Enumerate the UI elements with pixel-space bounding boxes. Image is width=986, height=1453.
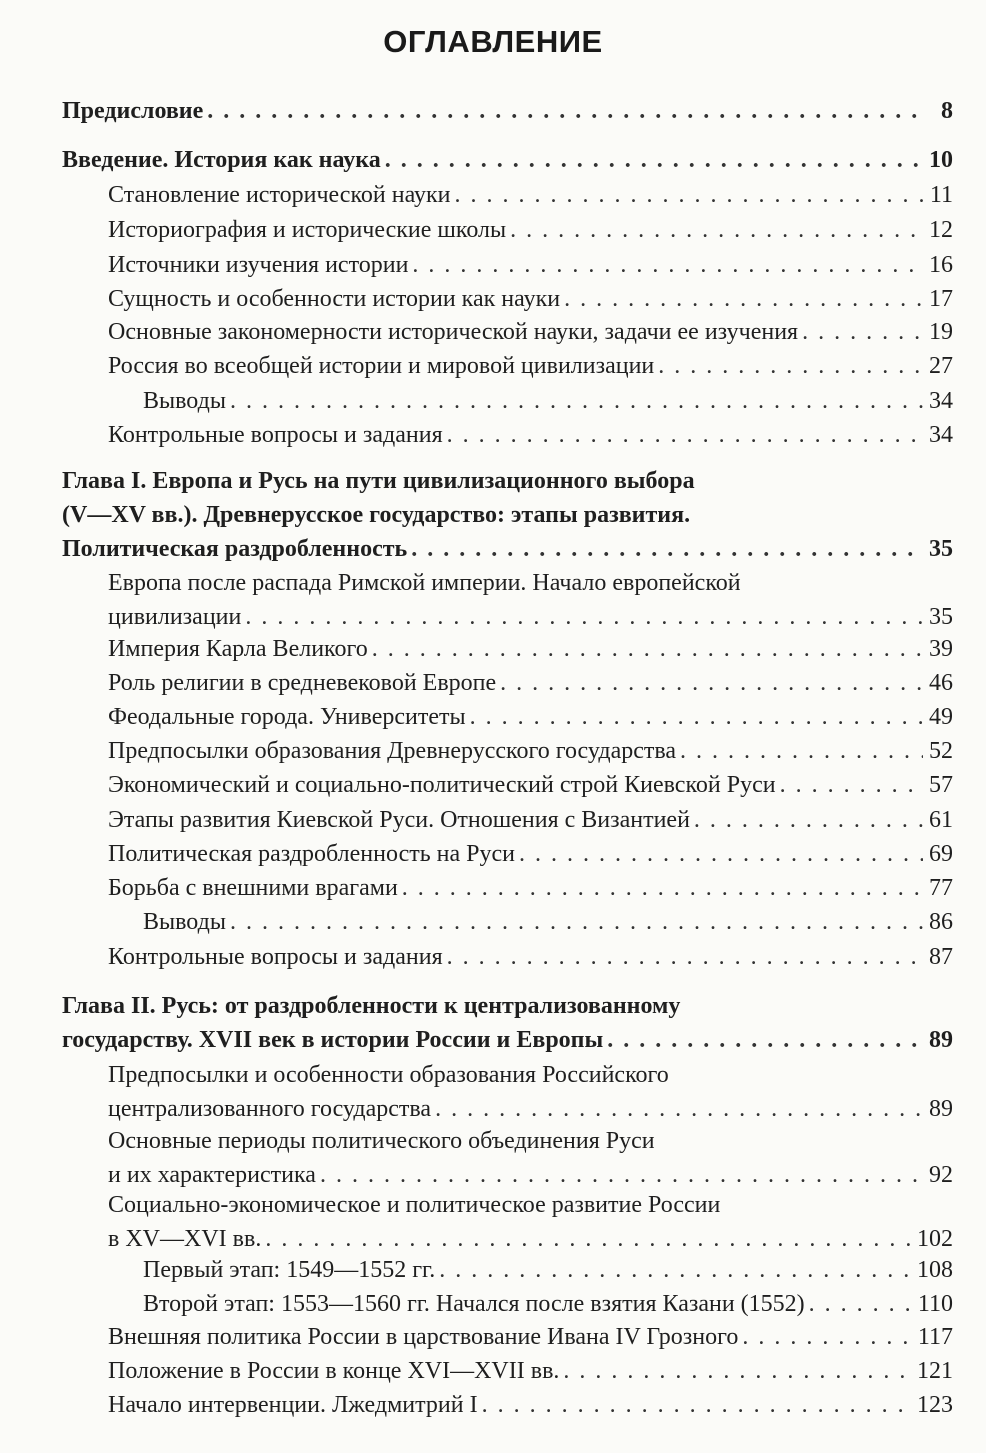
toc-entry-title-line: Империя Карла Великого	[108, 636, 368, 662]
toc-entry-title-line: Начало интервенции. Лжедмитрий I	[108, 1392, 478, 1418]
dot-leader	[447, 940, 923, 974]
page-number: 102	[917, 1226, 953, 1252]
toc-entry	[108, 700, 986, 734]
page-number: 49	[929, 704, 953, 730]
toc-entry-title-line: Феодальные города. Университеты	[108, 704, 466, 730]
toc-entry-title-line: Экономический и социально-политический строй Киевской Руси	[108, 772, 776, 798]
page-number: 123	[917, 1392, 953, 1418]
page-number: 8	[941, 98, 953, 124]
page-number: 34	[929, 422, 953, 448]
page-number: 92	[929, 1162, 953, 1188]
dot-leader	[372, 632, 923, 666]
toc-entry-title-line: Введение. История как наука	[62, 147, 381, 173]
toc-entry	[108, 768, 986, 802]
dot-leader	[680, 734, 923, 768]
toc-entry-title-line: государству. XVII век в истории России и Европы	[62, 1027, 604, 1053]
toc-entry-row	[108, 1388, 986, 1422]
toc-entry-title-line: централизованного государства	[108, 1096, 432, 1122]
toc-entry-title-line: Европа после распада Римской империи. Начало европейской	[108, 570, 741, 596]
toc-entry-title-line: Социально-экономическое и политическое развитие России	[108, 1192, 721, 1218]
toc-entry	[108, 666, 986, 700]
toc-entry-row	[108, 178, 986, 212]
toc-entry-row	[108, 940, 986, 974]
toc-entry-row	[108, 1320, 986, 1354]
toc-entry-row	[143, 384, 986, 418]
toc-entry-title-line: цивилизации	[108, 604, 242, 630]
toc-entry	[108, 178, 986, 212]
dot-leader	[742, 1320, 914, 1354]
toc-section-entry	[62, 143, 986, 177]
dot-leader	[500, 666, 923, 700]
toc-entry	[143, 1253, 986, 1287]
toc-entry-title-line: Политическая раздробленность	[62, 536, 408, 562]
toc-entry	[143, 1287, 986, 1321]
page-number: 121	[917, 1358, 953, 1384]
toc-entry-row	[108, 349, 986, 383]
toc-entry	[108, 248, 986, 282]
toc-entry-row	[108, 803, 986, 837]
dot-leader	[658, 349, 923, 383]
toc-entry-title-line: Выводы	[143, 909, 226, 935]
toc-entry	[108, 632, 986, 666]
page-number: 108	[917, 1257, 953, 1283]
toc-entry-title-line: Источники изучения истории	[108, 252, 409, 278]
toc-entry	[108, 315, 986, 349]
toc-entry-title-line: Предпосылки и особенности образования Российского	[108, 1062, 669, 1088]
dot-leader	[780, 768, 923, 802]
page-number: 11	[929, 182, 953, 208]
toc-entry-row	[143, 905, 986, 939]
page-number: 61	[929, 807, 953, 833]
dot-leader	[564, 282, 923, 316]
dot-leader	[694, 803, 923, 837]
toc-entry-title-line: Второй этап: 1553—1560 гг. Начался после взятия Казани (1552)	[143, 1291, 805, 1317]
toc-entry-row	[108, 600, 986, 634]
toc-entry-title-line: Предисловие	[62, 98, 204, 124]
toc-entry-row	[62, 532, 986, 566]
page-number: 69	[929, 841, 953, 867]
toc-entry-title-line: Внешняя политика России в царствование Ивана IV Грозного	[108, 1324, 739, 1350]
toc-entry-row	[108, 418, 986, 452]
dot-leader	[439, 1253, 913, 1287]
dot-leader	[510, 213, 923, 247]
toc-entry	[108, 213, 986, 247]
toc-entry-row	[108, 632, 986, 666]
toc-entry	[108, 566, 986, 634]
toc-entry	[143, 384, 986, 418]
toc-entry-title-line: Основные периоды политического объединения Руси	[108, 1128, 655, 1154]
page-number: 117	[917, 1324, 953, 1350]
toc-entry-row	[108, 213, 986, 247]
page-number: 77	[929, 875, 953, 901]
dot-leader	[265, 1222, 913, 1256]
toc-entry-row	[108, 1158, 986, 1192]
dot-leader	[470, 700, 923, 734]
toc-entry-title-line: Борьба с внешними врагами	[108, 875, 398, 901]
toc-entry-title-line: Этапы развития Киевской Руси. Отношения с Византией	[108, 807, 690, 833]
page-number: 57	[929, 772, 953, 798]
toc-entry-row	[62, 94, 986, 128]
page-number: 34	[929, 388, 953, 414]
dot-leader	[411, 532, 923, 566]
page-number: 52	[929, 738, 953, 764]
toc-entry-row	[108, 768, 986, 802]
dot-leader	[230, 905, 923, 939]
toc-entry	[108, 803, 986, 837]
page-number: 86	[929, 909, 953, 935]
toc-entry-title-line: Контрольные вопросы и задания	[108, 422, 443, 448]
dot-leader	[207, 94, 923, 128]
dot-leader	[412, 248, 923, 282]
toc-entry-title-line: и их характеристика	[108, 1162, 316, 1188]
dot-leader	[809, 1287, 914, 1321]
toc-entry-title-line: Историография и исторические школы	[108, 217, 507, 243]
toc-entry	[108, 1058, 986, 1126]
page-number: 39	[929, 636, 953, 662]
dot-leader	[245, 600, 923, 634]
toc-entry-title-line: Роль религии в средневековой Европе	[108, 670, 497, 696]
page-number: 12	[929, 217, 953, 243]
toc-entry-title-line: Выводы	[143, 388, 226, 414]
toc-entry-row	[62, 143, 986, 177]
page-number: 27	[929, 353, 953, 379]
page-number: 87	[929, 944, 953, 970]
toc-entry	[108, 1354, 986, 1388]
toc-entry-title-line: Контрольные вопросы и задания	[108, 944, 443, 970]
dot-leader	[385, 143, 923, 177]
toc-entry	[108, 734, 986, 768]
toc-entry-title-line: Сущность и особенности истории как науки	[108, 286, 561, 312]
page-number: 110	[917, 1291, 953, 1317]
toc-section-entry	[62, 464, 986, 566]
page-number: 46	[929, 670, 953, 696]
toc-entry	[108, 837, 986, 871]
toc-entry-row	[108, 837, 986, 871]
toc-entry	[108, 282, 986, 316]
toc-entry-title-line: Предпосылки образования Древнерусского государства	[108, 738, 677, 764]
toc-entry-row	[108, 1222, 986, 1256]
dot-leader	[402, 871, 923, 905]
toc-entry-title-line: Россия во всеобщей истории и мировой цивилизации	[108, 353, 655, 379]
toc-entry	[108, 418, 986, 452]
toc-entry-title-line: Первый этап: 1549—1552 гг.	[143, 1257, 436, 1283]
page-number: 19	[929, 319, 953, 345]
toc-entry	[108, 1124, 986, 1192]
dot-leader	[230, 384, 923, 418]
page-title: ОГЛАВЛЕНИЕ	[383, 24, 603, 59]
page-number: 35	[929, 604, 953, 630]
toc-entry-row	[62, 1023, 986, 1057]
page-number: 89	[929, 1096, 953, 1122]
toc-entry-title-line: Положение в России в конце XVI—XVII вв.	[108, 1358, 560, 1384]
dot-leader	[563, 1354, 913, 1388]
toc-entry	[108, 1388, 986, 1422]
dot-leader	[435, 1092, 923, 1126]
toc-entry	[108, 940, 986, 974]
dot-leader	[519, 837, 923, 871]
page-number: 89	[929, 1027, 953, 1053]
toc-entry-title-line: Глава II. Русь: от раздробленности к централизованному	[62, 993, 681, 1019]
dot-leader	[455, 178, 923, 212]
dot-leader	[607, 1023, 923, 1057]
toc-entry-row	[108, 666, 986, 700]
toc-entry	[108, 1320, 986, 1354]
dot-leader	[447, 418, 923, 452]
toc-entry-row	[108, 1092, 986, 1126]
toc-entry-title-line: Становление исторической науки	[108, 182, 451, 208]
toc-entry-row	[108, 1354, 986, 1388]
dot-leader	[320, 1158, 923, 1192]
toc-entry-row	[108, 248, 986, 282]
toc-entry-row	[108, 734, 986, 768]
toc-entry-row	[108, 871, 986, 905]
dot-leader	[482, 1388, 913, 1422]
toc-entry	[143, 905, 986, 939]
toc-entry-row	[143, 1287, 986, 1321]
toc-entry	[108, 1188, 986, 1256]
page-number: 16	[929, 252, 953, 278]
toc-entry-title-line: Основные закономерности исторической науки, задачи ее изучения	[108, 319, 799, 345]
toc-section-entry	[62, 94, 986, 128]
toc-section-entry	[62, 989, 986, 1057]
page-number: 10	[929, 147, 953, 173]
toc-entry-row	[143, 1253, 986, 1287]
toc-entry-title-line: Политическая раздробленность на Руси	[108, 841, 515, 867]
toc-entry-row	[108, 700, 986, 734]
toc-entry-title-line: в XV—XVI вв.	[108, 1226, 262, 1252]
dot-leader	[802, 315, 923, 349]
toc-entry-row	[108, 282, 986, 316]
page-number: 35	[929, 536, 953, 562]
toc-entry	[108, 871, 986, 905]
toc-entry-title-line: Глава I. Европа и Русь на пути цивилизационного выбора	[62, 468, 695, 494]
toc-entry	[108, 349, 986, 383]
toc-entry-title-line: (V—XV вв.). Древнерусское государство: этапы развития.	[62, 502, 691, 528]
page-number: 17	[929, 286, 953, 312]
toc-entry-row	[108, 315, 986, 349]
